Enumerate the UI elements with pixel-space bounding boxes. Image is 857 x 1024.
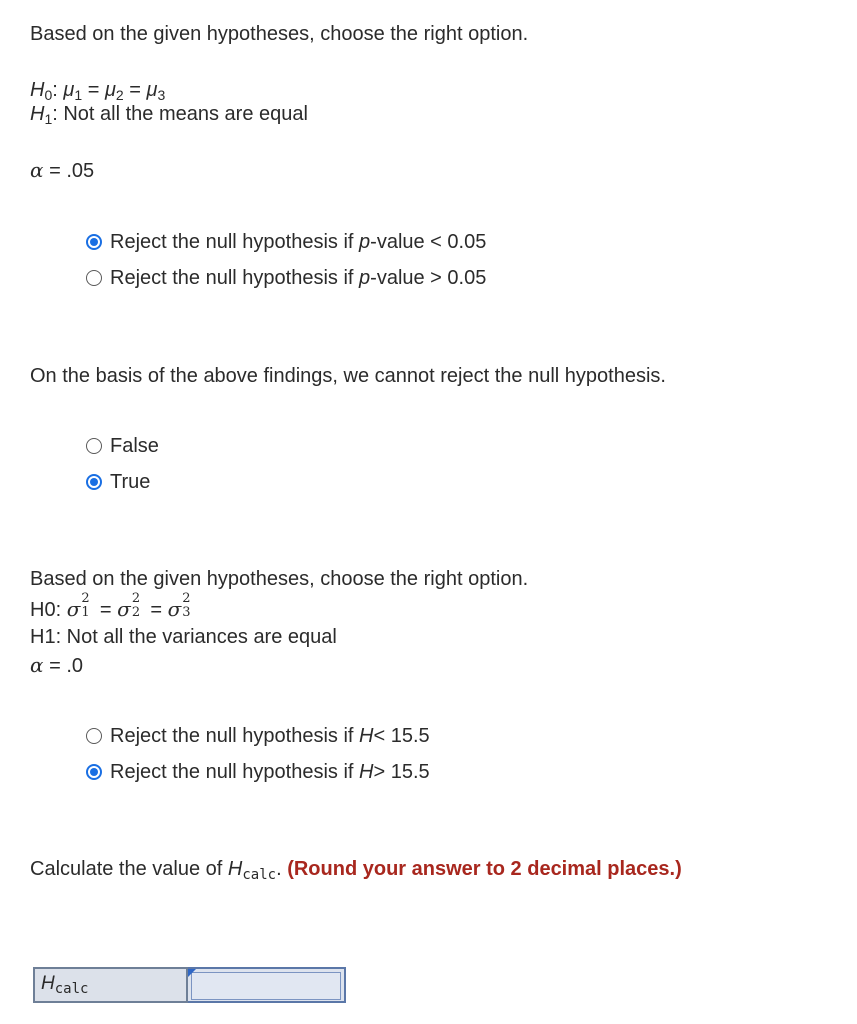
sigma-1-indices [80, 591, 94, 620]
option-label: True [110, 471, 151, 493]
q3-alpha [30, 653, 83, 678]
q1-alpha [30, 158, 94, 183]
equals-1: = [87, 79, 100, 101]
radio-unselected-icon[interactable] [86, 728, 102, 744]
option-tail: -value < 0.05 [370, 231, 487, 253]
option-var: H [359, 725, 374, 747]
q4-prompt [30, 857, 682, 887]
sigma-3: σ [167, 597, 182, 621]
sigma-2-sub: 2 [131, 605, 141, 620]
answer-table [33, 967, 346, 1003]
sigma-3-indices [181, 591, 195, 620]
q3-option-reject-if-h-less[interactable] [86, 722, 430, 750]
alpha-value: = .05 [49, 160, 95, 182]
option-label: False [110, 435, 159, 457]
q4-prompt-prefix: Calculate the value of [30, 858, 228, 880]
mu-2: μ [104, 79, 116, 101]
q1-prompt: Based on the given hypotheses, choose the right option. [30, 23, 529, 45]
h-calc-input[interactable] [191, 972, 341, 1000]
sigma-3-sub: 3 [182, 605, 191, 620]
q4-period: . [276, 858, 282, 880]
mu-3: μ [146, 79, 158, 101]
h-calc-input-cell[interactable] [188, 967, 346, 1003]
q2-option-true[interactable] [86, 468, 150, 496]
equals-2: = [129, 79, 141, 101]
sigma-1-sub: 1 [81, 605, 90, 620]
equals-2: = [150, 599, 163, 621]
mu-2-sub: 2 [115, 87, 124, 103]
radio-selected-icon[interactable] [86, 764, 102, 780]
h-calc-label-sub: calc [54, 981, 89, 997]
radio-selected-icon[interactable] [86, 474, 102, 490]
radio-unselected-icon[interactable] [86, 270, 102, 286]
sigma-1-square: 2 [81, 591, 90, 606]
option-tail: < 15.5 [373, 725, 430, 747]
sigma-2-indices [131, 591, 145, 620]
h1-symbol: H [30, 103, 45, 125]
q3-prompt: Based on the given hypotheses, choose the right option. [30, 568, 529, 590]
option-var: p [359, 231, 371, 253]
mu-3-sub: 3 [157, 87, 166, 103]
h-calc-label-var: H [41, 973, 55, 994]
q2-option-false[interactable] [86, 432, 159, 460]
sigma-2: σ [117, 597, 131, 621]
option-var: H [359, 761, 374, 783]
option-label: Reject the null hypothesis if [110, 725, 354, 747]
sigma-1: σ [66, 597, 81, 621]
q1-alt-hypothesis [30, 102, 308, 131]
h0-prefix: H0: [30, 599, 62, 621]
q1-null-hypothesis: $H_0$: $\mu_1 = \mu_2 = \mu_3$ [30, 79, 166, 103]
equals-1: = [99, 599, 112, 621]
option-label: Reject the null hypothesis if [110, 267, 354, 289]
sigma-3-square: 2 [182, 591, 191, 606]
h-calc-sub: calc [242, 867, 277, 883]
q3-option-reject-if-h-greater[interactable] [86, 758, 430, 786]
option-tail: -value > 0.05 [370, 267, 487, 289]
option-label: Reject the null hypothesis if [110, 761, 354, 783]
sigma-2-square: 2 [131, 591, 141, 606]
radio-unselected-icon[interactable] [86, 438, 102, 454]
h1-text: : Not all the means are equal [52, 103, 308, 125]
h-calc-var: H [227, 858, 243, 880]
alpha-symbol: α [30, 653, 44, 677]
q3-alt-hypothesis: H1: Not all the variances are equal [30, 626, 337, 648]
round-instruction: (Round your answer to 2 decimal places.) [287, 858, 682, 880]
option-var: p [359, 267, 371, 289]
option-tail: > 15.5 [373, 761, 430, 783]
radio-selected-icon[interactable] [86, 234, 102, 250]
q1-option-reject-if-p-less[interactable] [86, 228, 486, 256]
h-calc-label-cell [33, 967, 188, 1003]
h0-symbol: H [30, 79, 45, 101]
q3-null-hypothesis [30, 591, 195, 622]
option-label: Reject the null hypothesis if [110, 231, 354, 253]
h0-subscript: 0 [44, 87, 53, 103]
q2-prompt: On the basis of the above findings, we cannot reject the null hypothesis. [30, 365, 666, 387]
alpha-symbol: α [30, 158, 44, 182]
q1-option-reject-if-p-greater[interactable] [86, 264, 486, 292]
input-marker-icon [188, 969, 196, 977]
mu-1: μ [63, 79, 75, 101]
mu-1-sub: 1 [74, 87, 83, 103]
h1-subscript: 1 [44, 111, 53, 127]
alpha-value: = .0 [49, 655, 83, 677]
